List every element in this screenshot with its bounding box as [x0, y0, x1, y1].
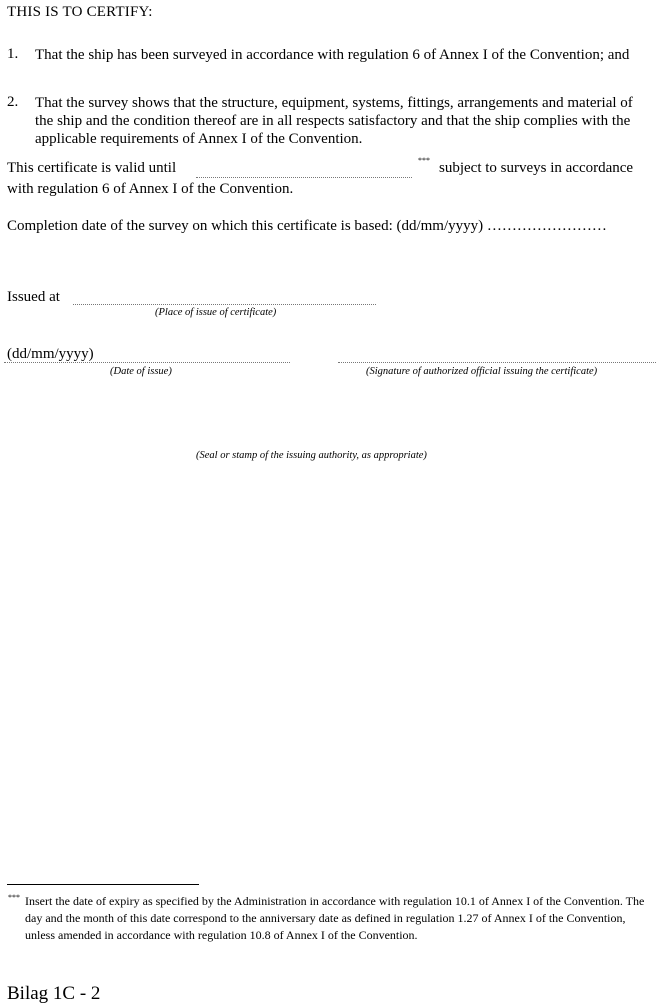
validity-suffix: subject to surveys in accordance: [439, 160, 634, 176]
seal-caption: (Seal or stamp of the issuing authority, as appropriate): [196, 450, 427, 461]
signature-field[interactable]: [338, 362, 656, 363]
completion-date-dots[interactable]: ……………………: [486, 218, 607, 234]
date-format-label: (dd/mm/yyyy): [7, 346, 94, 362]
item-number: 1.: [7, 46, 19, 62]
item-text: That the survey shows that the structure, equipment, systems, fittings, arrangements and material of the ship and the condition thereof are in all respects satisfactory and that the ship complies with the applicable requirements of Annex I of the Convention.: [35, 95, 633, 147]
signature-caption: (Signature of authorized official issuing the certificate): [366, 366, 598, 377]
completion-text: Completion date of the survey on which this certificate is based: (dd/mm/yyyy): [7, 218, 484, 234]
completion-date-line: [7, 218, 607, 235]
place-of-issue-field[interactable]: [73, 304, 376, 305]
place-caption: (Place of issue of certificate): [155, 307, 277, 318]
certify-heading: THIS IS TO CERTIFY:: [7, 4, 153, 20]
issued-at-label: Issued at: [7, 289, 60, 305]
expiry-date-field[interactable]: [196, 177, 412, 178]
footnote-divider: [7, 884, 199, 885]
validity-line2: with regulation 6 of Annex I of the Convention.: [7, 181, 294, 197]
page-footer: Bilag 1C - 2: [7, 983, 101, 1004]
date-of-issue-field[interactable]: [4, 362, 290, 363]
date-caption: (Date of issue): [110, 366, 172, 377]
footnote-text: Insert the date of expiry as specified by the Administration in accordance with regulation 10.1 of Annex I of the Convention. The day and the month of this date correspond to the anniversary date as defined in regulation 1.27 of Annex I of the Convention, unless amended in accordance with regulation 10.8 of Annex I of the Convention.: [25, 894, 645, 942]
item-text: That the ship has been surveyed in accordance with regulation 6 of Annex I of the Convention; and: [35, 47, 630, 63]
item-number: 2.: [7, 94, 19, 110]
footnote-mark: ***: [8, 893, 20, 902]
validity-prefix: This certificate is valid until: [7, 160, 177, 176]
footnote-mark: ***: [418, 156, 430, 165]
